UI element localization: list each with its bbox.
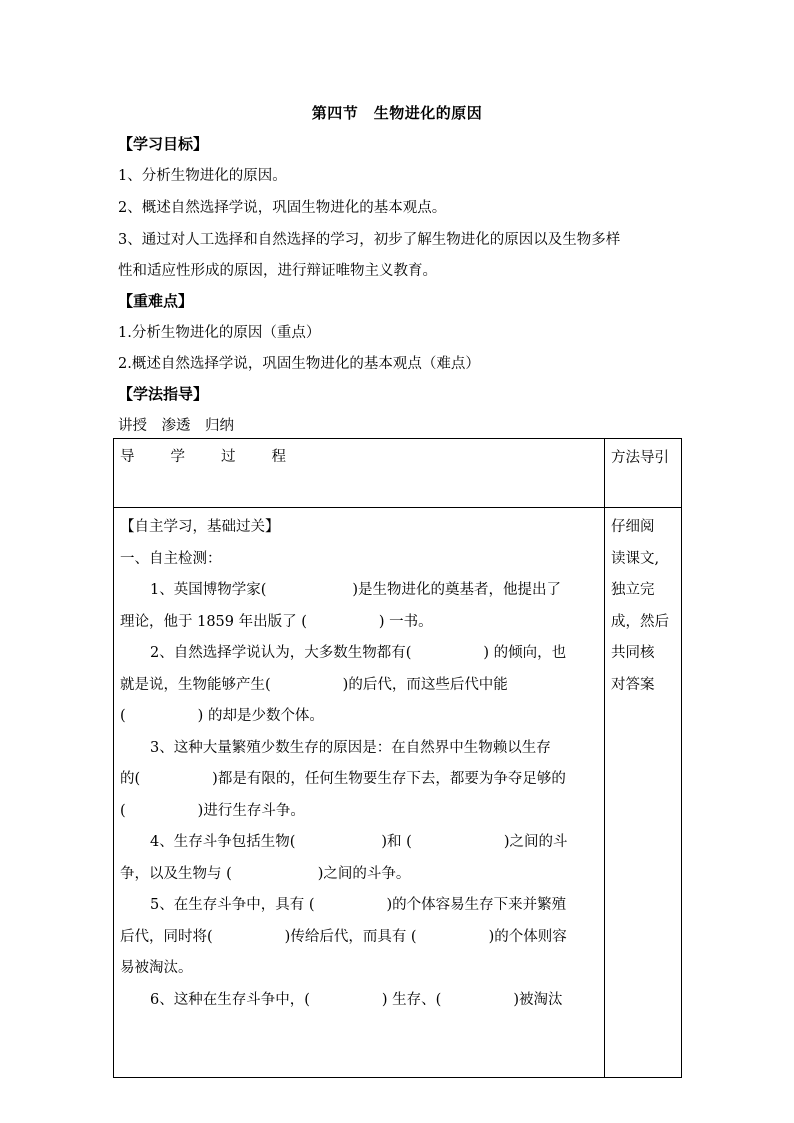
- key-point-line: 2.概述自然选择学说，巩固生物进化的基本观点（难点）: [118, 356, 480, 372]
- method-note-line: 共同核: [611, 645, 655, 661]
- question-text: )的个体则容: [488, 928, 567, 945]
- page-title: 第四节 生物进化的原因: [311, 104, 483, 122]
- objective-line: 3、通过对人工选择和自然选择的学习，初步了解生物进化的原因以及生物多样: [118, 232, 621, 248]
- key-points-heading: 【重难点】: [118, 292, 194, 310]
- self-test-heading: 一、自主检测：: [120, 550, 222, 567]
- method-heading: 【学法指导】: [118, 385, 209, 403]
- question-text: ) 生存、(: [381, 991, 442, 1008]
- question-text: 就是说，生物能够产生(: [120, 676, 271, 693]
- self-study-cell: [114, 508, 605, 1078]
- question-text: 易被淘汰。: [120, 960, 193, 976]
- question-text: (: [120, 708, 126, 724]
- question-2-cont: [120, 670, 598, 702]
- method-note-line: 读课文,: [611, 550, 660, 567]
- question-text: 2、自然选择学说认为，大多数生物都有(: [150, 645, 412, 661]
- header-method-cell: 方法导引: [605, 439, 682, 508]
- question-text: 1、英国博物学家(: [150, 582, 267, 598]
- question-4: [120, 827, 598, 859]
- method-note-cell: [605, 508, 682, 1078]
- question-3-cont: [120, 796, 598, 828]
- question-text: (: [120, 802, 126, 819]
- question-text: )被淘汰: [513, 991, 563, 1008]
- method-note-line: 仔细阅: [611, 519, 655, 535]
- question-text: 3、这种大量繁殖少数生存的原因是：在自然界中生物赖以生存: [150, 739, 551, 756]
- question-text: )都是有限的，任何生物要生存下去，都要为争夺足够的: [212, 771, 566, 787]
- question-text: )进行生存斗争。: [197, 802, 305, 819]
- question-text: )之间的斗: [503, 834, 568, 850]
- question-text: ) 的却是少数个体。: [197, 708, 324, 724]
- header-char: 学: [170, 449, 185, 465]
- question-4-cont: [120, 859, 598, 891]
- table-header-row: [114, 439, 682, 508]
- objective-line: 2、概述自然选择学说，巩固生物进化的基本观点。: [118, 200, 447, 216]
- question-3-cont: [120, 764, 598, 796]
- objective-line: 1、分析生物进化的原因。: [118, 168, 287, 184]
- question-text: 的(: [120, 771, 141, 787]
- question-2-cont: [120, 701, 598, 733]
- question-text: 4、生存斗争包括生物(: [150, 834, 296, 850]
- question-5-cont: [120, 922, 598, 954]
- question-text: ) 的倾向，也: [483, 645, 567, 661]
- question-text: )之间的斗争。: [317, 865, 411, 882]
- method-note-line: 独立完: [611, 582, 655, 598]
- header-char: 程: [271, 449, 286, 465]
- question-6: [120, 985, 598, 1017]
- table-body-row: [114, 508, 682, 1078]
- question-1-cont: [120, 607, 598, 639]
- question-text: 后代，同时将(: [120, 928, 213, 945]
- question-text: 争，以及生物与 (: [120, 865, 232, 882]
- header-process-cell: [114, 439, 605, 508]
- question-5: [120, 890, 598, 922]
- header-char: 过: [221, 449, 236, 465]
- objectives-heading: 【学习目标】: [118, 135, 209, 153]
- question-text: )的后代，而这些后代中能: [342, 676, 508, 693]
- question-text: 6、这种在生存斗争中，(: [150, 991, 310, 1008]
- objective-line: 性和适应性形成的原因，进行辩证唯物主义教育。: [118, 263, 437, 279]
- question-text: 理论，他于 1859 年出版了 (: [120, 613, 307, 630]
- header-char: 导: [120, 449, 135, 465]
- question-text: )和 (: [381, 834, 412, 850]
- method-line: 讲授 渗透 归纳: [118, 418, 234, 434]
- question-2: [120, 638, 598, 670]
- question-text: )是生物进化的奠基者，他提出了: [352, 582, 562, 598]
- question-5-cont: [120, 953, 598, 985]
- method-note-line: 成，然后: [611, 613, 669, 630]
- question-3: [120, 733, 598, 765]
- question-text: )的个体容易生存下来并繁殖: [386, 897, 567, 913]
- method-note-line: 对答案: [611, 676, 655, 693]
- key-point-line: 1.分析生物进化的原因（重点）: [118, 325, 321, 341]
- question-1: [120, 575, 598, 607]
- self-study-heading: 【自主学习，基础过关】: [120, 519, 280, 535]
- question-text: ) 一书。: [378, 613, 433, 630]
- question-text: 5、在生存斗争中，具有 (: [150, 897, 315, 913]
- study-process-table: [113, 438, 682, 1078]
- question-text: )传给后代，而具有 (: [284, 928, 417, 945]
